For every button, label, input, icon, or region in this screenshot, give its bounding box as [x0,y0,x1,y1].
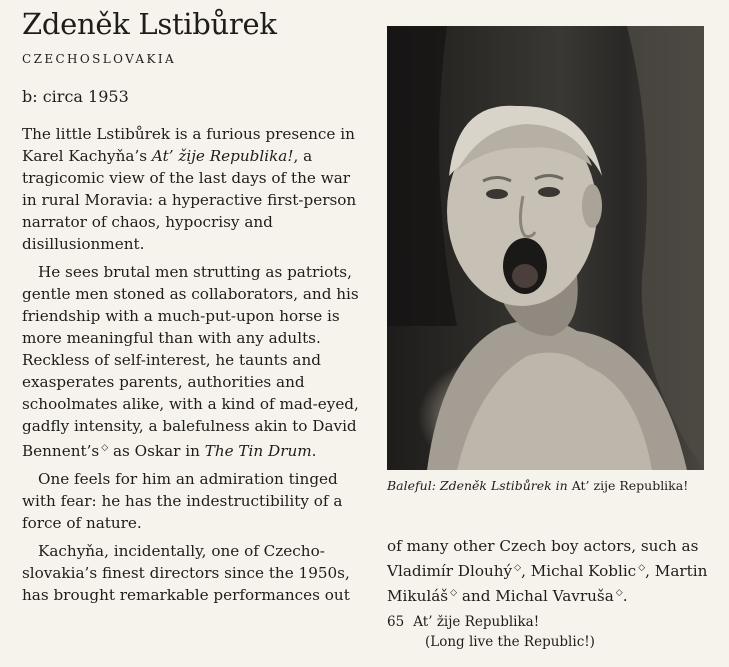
portrait-photo [387,26,704,470]
footnote-line [387,612,717,632]
caption-film-title: At’ zije Republika! [571,478,689,493]
photo-illustration [387,26,704,470]
paragraph-1 [22,123,367,255]
film-title: The Tin Drum [204,442,312,460]
text-run: , Michal Koblic [521,562,637,580]
text-run: . [622,587,628,605]
text-run: . [311,442,317,460]
footnote-translation: (Long live the Republic!) [425,634,595,650]
photo-caption [387,478,707,494]
left-column [22,6,367,612]
cross-ref-diamond-icon: ◇ [638,563,646,573]
entry-birth: b: circa 1953 [22,87,129,106]
cross-ref-diamond-icon: ◇ [101,443,109,453]
text-run: , a tragicomic view of the last days of the war in rural Moravia: a hyperactive first-person narrator of chaos, hypocrisy and disillusionment. [22,147,357,253]
footnote-number: 65 [387,614,405,630]
caption-text: Baleful: Zdeněk Lstibůrek in [387,478,572,493]
text-run: , Martin Mikuláš [387,562,708,605]
cross-ref-diamond-icon: ◇ [615,588,623,598]
cross-ref-diamond-icon: ◇ [450,588,458,598]
film-footnote [387,612,717,652]
text-run: and Michal Vavruša [457,587,614,605]
body-text [22,123,367,606]
paragraph-2 [22,261,367,462]
continued-text [387,535,717,607]
paragraph-4: Kachyňa, incidentally, one of Czecho-slovakia’s finest directors since the 1950s, has brought remarkable performances out [22,542,350,604]
text-run: He sees brutal men strutting as patriots, gentle men stoned as collaborators, and his friendship with a much-put-upon horse is more meaningful than with any adults. Reckless of self-interest, he taunts and exasperates parents, authorities and schoolmates alike, with a kind of mad-eyed, gadfly intensity, a balefulness akin to David Bennent’s [22,263,359,460]
text-run: of many other Czech boy actors, such as Vladimír Dlouhý [387,537,699,580]
text-run: The little Lstibůrek is a furious presence in Karel Kachyňa’s [22,125,355,165]
text-run: as Oskar in [108,442,205,460]
footnote-title: At’ žije Republika! [413,614,540,630]
cross-ref-diamond-icon: ◇ [514,563,522,573]
film-title: At’ žije Republika! [151,147,294,165]
paragraph-continued [387,535,717,607]
entry-name: Zdeněk Lstibůrek [22,7,277,41]
entry-country: CZECHOSLOVAKIA [22,52,177,66]
paragraph-3: One feels for him an admiration tinged with fear: he has the indestructibility of a force of nature. [22,470,343,532]
